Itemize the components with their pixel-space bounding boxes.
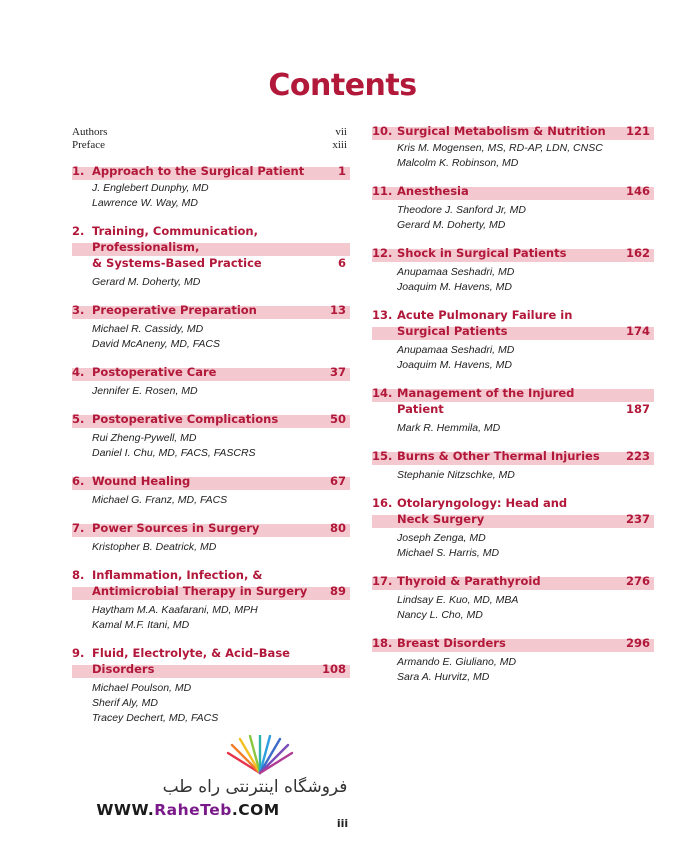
chapter-title: Neck Surgery bbox=[397, 512, 485, 526]
author: Kris M. Mogensen, MS, RD-AP, LDN, CNSC bbox=[397, 142, 603, 154]
chapter-title: Preoperative Preparation bbox=[92, 303, 257, 317]
chapter-number: 5. bbox=[72, 412, 85, 426]
chapter-title: Power Sources in Surgery bbox=[92, 521, 260, 535]
chapter-number: 6. bbox=[72, 474, 85, 488]
chapter-title: Anesthesia bbox=[397, 184, 469, 198]
chapter-page: 6 bbox=[337, 256, 346, 270]
chapter-number: 13. bbox=[372, 308, 393, 322]
chapter-authors bbox=[372, 203, 654, 233]
chapter-authors bbox=[372, 265, 654, 295]
book-fan-logo-icon bbox=[220, 735, 300, 775]
chapter-title: Antimicrobial Therapy in Surgery bbox=[92, 584, 308, 598]
chapter-authors bbox=[72, 322, 350, 352]
page-title: Contents bbox=[268, 68, 417, 103]
chapter-title: Burns & Other Thermal Injuries bbox=[397, 449, 600, 463]
chapter-title: & Systems-Based Practice bbox=[92, 256, 262, 270]
chapter-number: 11. bbox=[372, 184, 393, 198]
chapter-title: Surgical Patients bbox=[397, 324, 508, 338]
chapter-number: 3. bbox=[72, 303, 85, 317]
chapter-page: 108 bbox=[321, 662, 346, 676]
front-matter-page: xiii bbox=[332, 139, 347, 151]
url-brand: RaheTeb bbox=[154, 801, 232, 819]
toc-entry[interactable] bbox=[372, 573, 654, 589]
author: Mark R. Hemmila, MD bbox=[397, 422, 501, 434]
chapter-number: 18. bbox=[372, 636, 393, 650]
toc-entry[interactable] bbox=[372, 183, 654, 199]
chapter-title: Fluid, Electrolyte, & Acid–Base bbox=[92, 646, 290, 660]
chapter-page: 187 bbox=[625, 402, 650, 416]
chapter-title: Postoperative Care bbox=[92, 365, 217, 379]
chapter-title: Acute Pulmonary Failure in bbox=[397, 308, 573, 322]
chapter-authors bbox=[72, 275, 350, 290]
author: Gerard M. Doherty, MD bbox=[92, 276, 201, 288]
toc-entry[interactable] bbox=[72, 567, 350, 599]
author: Joaquim M. Havens, MD bbox=[397, 359, 512, 371]
chapter-number: 14. bbox=[372, 386, 393, 400]
author: Jennifer E. Rosen, MD bbox=[92, 385, 198, 397]
toc-entry[interactable] bbox=[72, 163, 350, 179]
chapter-authors bbox=[372, 421, 654, 436]
chapter-page: 50 bbox=[329, 412, 346, 426]
author: Sherif Aly, MD bbox=[92, 697, 158, 709]
toc-left-column bbox=[72, 163, 350, 726]
author: Michael S. Harris, MD bbox=[397, 547, 500, 559]
toc-entry[interactable] bbox=[372, 635, 654, 651]
chapter-authors bbox=[72, 384, 350, 399]
chapter-authors bbox=[372, 655, 654, 685]
author: Kristopher B. Deatrick, MD bbox=[92, 541, 217, 553]
chapter-title: Management of the Injured Patient bbox=[397, 386, 575, 416]
author: Joaquim M. Havens, MD bbox=[397, 281, 512, 293]
chapter-number: 7. bbox=[72, 521, 85, 535]
front-matter-label: Authors bbox=[72, 126, 108, 138]
chapter-authors bbox=[72, 681, 350, 726]
author: David McAneny, MD, FACS bbox=[92, 338, 220, 350]
author: Anupamaa Seshadri, MD bbox=[397, 344, 515, 356]
chapter-title: Thyroid & Parathyroid bbox=[397, 574, 541, 588]
author: Armando E. Giuliano, MD bbox=[397, 656, 517, 668]
url-suffix: .COM bbox=[231, 801, 280, 819]
author: Stephanie Nitzschke, MD bbox=[397, 469, 515, 481]
author: Lawrence W. Way, MD bbox=[92, 197, 198, 209]
chapter-authors bbox=[372, 468, 654, 483]
chapter-number: 9. bbox=[72, 646, 85, 660]
author: J. Englebert Dunphy, MD bbox=[92, 182, 209, 194]
chapter-number: 16. bbox=[372, 496, 393, 510]
chapter-page: 276 bbox=[625, 574, 650, 588]
author: Kamal M.F. Itani, MD bbox=[92, 619, 190, 631]
chapter-number: 17. bbox=[372, 574, 393, 588]
chapter-page: 1 bbox=[337, 164, 346, 178]
chapter-number: 15. bbox=[372, 449, 393, 463]
chapter-title: Shock in Surgical Patients bbox=[397, 246, 567, 260]
front-matter-label: Preface bbox=[72, 139, 105, 151]
toc-entry[interactable] bbox=[72, 302, 350, 318]
author: Rui Zheng-Pywell, MD bbox=[92, 432, 197, 444]
chapter-page: 89 bbox=[329, 584, 346, 598]
author: Sara A. Hurvitz, MD bbox=[397, 671, 490, 683]
author: Joseph Zenga, MD bbox=[397, 532, 486, 544]
chapter-page: 162 bbox=[625, 246, 650, 260]
author: Daniel I. Chu, MD, FACS, FASCRS bbox=[92, 447, 256, 459]
author: Michael R. Cassidy, MD bbox=[92, 323, 204, 335]
chapter-number: 8. bbox=[72, 568, 85, 582]
toc-entry[interactable] bbox=[372, 245, 654, 261]
chapter-number: 4. bbox=[72, 365, 85, 379]
chapter-page: 37 bbox=[329, 365, 346, 379]
chapter-authors bbox=[72, 603, 350, 633]
chapter-title: Approach to the Surgical Patient bbox=[92, 164, 305, 178]
toc-right-column bbox=[372, 123, 654, 685]
author: Malcolm K. Robinson, MD bbox=[397, 157, 519, 169]
chapter-authors bbox=[372, 343, 654, 373]
chapter-authors bbox=[372, 593, 654, 623]
chapter-authors bbox=[372, 531, 654, 561]
chapter-page: 80 bbox=[329, 521, 346, 535]
chapter-number: 10. bbox=[372, 124, 393, 138]
toc-entry[interactable] bbox=[372, 123, 654, 139]
author: Anupamaa Seshadri, MD bbox=[397, 266, 515, 278]
toc-entry[interactable] bbox=[72, 473, 350, 489]
chapter-page: 223 bbox=[625, 449, 650, 463]
author: Haytham M.A. Kaafarani, MD, MPH bbox=[92, 604, 258, 616]
toc-entry[interactable] bbox=[72, 223, 350, 271]
toc-entry[interactable] bbox=[72, 411, 350, 427]
author: Michael G. Franz, MD, FACS bbox=[92, 494, 228, 506]
front-matter-page: vii bbox=[335, 126, 347, 138]
chapter-title: Breast Disorders bbox=[397, 636, 506, 650]
chapter-number: 12. bbox=[372, 246, 393, 260]
author: Gerard M. Doherty, MD bbox=[397, 219, 506, 231]
chapter-title: Wound Healing bbox=[92, 474, 191, 488]
chapter-title: Training, Communication, Professionalism, bbox=[92, 224, 258, 254]
chapter-title: Surgical Metabolism & Nutrition bbox=[397, 124, 606, 138]
chapter-page: 67 bbox=[329, 474, 346, 488]
chapter-page: 237 bbox=[625, 512, 650, 526]
page-number: iii bbox=[336, 817, 349, 830]
toc-entry[interactable] bbox=[372, 495, 654, 527]
chapter-number: 1. bbox=[72, 164, 85, 178]
author: Lindsay E. Kuo, MD, MBA bbox=[397, 594, 519, 606]
chapter-title: Otolaryngology: Head and bbox=[397, 496, 568, 510]
toc-entry[interactable] bbox=[372, 448, 654, 464]
author: Nancy L. Cho, MD bbox=[397, 609, 483, 621]
chapter-page: 296 bbox=[625, 636, 650, 650]
toc-entry[interactable] bbox=[372, 307, 654, 339]
chapter-title: Disorders bbox=[92, 662, 155, 676]
toc-entry[interactable] bbox=[72, 520, 350, 536]
chapter-page: 146 bbox=[625, 184, 650, 198]
author: Michael Poulson, MD bbox=[92, 682, 192, 694]
chapter-title: Inflammation, Infection, & bbox=[92, 568, 263, 582]
toc-entry[interactable] bbox=[372, 385, 654, 417]
chapter-authors bbox=[72, 181, 350, 211]
chapter-title: Postoperative Complications bbox=[92, 412, 279, 426]
chapter-page: 174 bbox=[625, 324, 650, 338]
url-prefix: WWW. bbox=[96, 801, 155, 819]
chapter-page: 121 bbox=[625, 124, 650, 138]
chapter-authors bbox=[372, 141, 654, 171]
front-matter-preface[interactable] bbox=[72, 139, 347, 151]
toc-entry[interactable] bbox=[72, 364, 350, 380]
front-matter-authors[interactable] bbox=[72, 126, 347, 138]
author: Theodore J. Sanford Jr, MD bbox=[397, 204, 526, 216]
toc-entry[interactable] bbox=[72, 645, 350, 677]
chapter-authors bbox=[72, 540, 350, 555]
chapter-authors bbox=[72, 431, 350, 461]
watermark-persian-text: فروشگاه اینترنتی راه طب bbox=[162, 777, 348, 797]
chapter-page: 13 bbox=[329, 303, 346, 317]
chapter-authors bbox=[72, 493, 350, 508]
chapter-number: 2. bbox=[72, 224, 85, 238]
author: Tracey Dechert, MD, FACS bbox=[92, 712, 219, 724]
